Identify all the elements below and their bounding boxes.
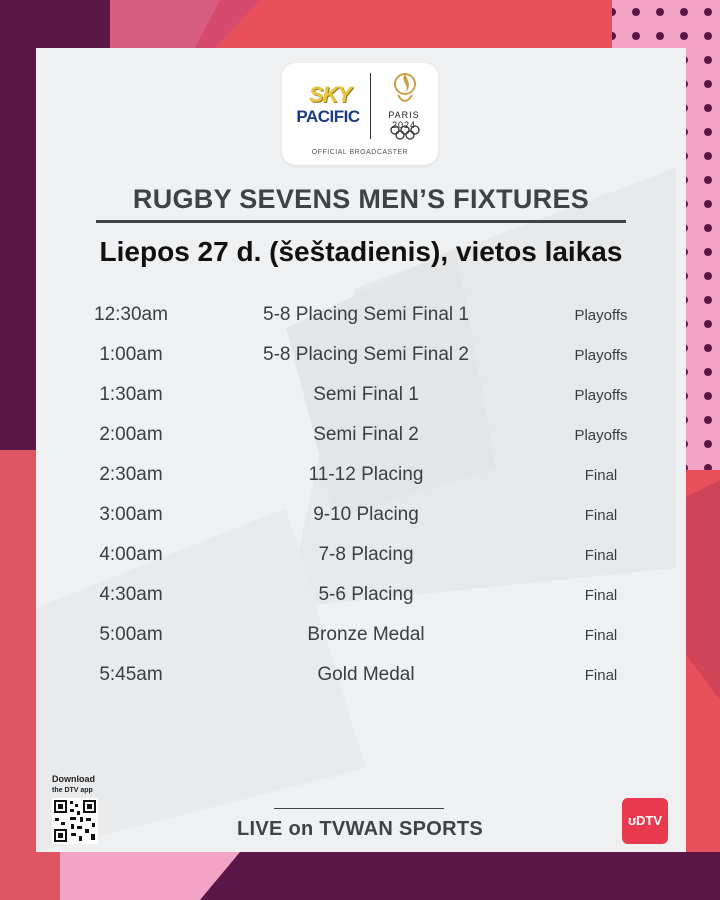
download-app-name: the DTV app — [52, 787, 93, 794]
fixture-event: Bronze Medal — [307, 624, 425, 645]
olympic-rings-icon — [389, 125, 421, 141]
fixture-event: Semi Final 2 — [313, 424, 419, 445]
fixture-event: 5-6 Placing — [318, 584, 414, 605]
fixture-event: 7-8 Placing — [318, 544, 414, 565]
fixture-row — [36, 501, 686, 531]
fixture-row — [36, 461, 686, 491]
fixture-stage: Playoffs — [574, 387, 628, 404]
live-divider — [274, 808, 444, 809]
logo-divider — [370, 73, 371, 139]
fixture-row — [36, 301, 686, 331]
qr-code-icon[interactable] — [52, 798, 98, 844]
fixture-time: 1:30am — [99, 384, 163, 405]
page-title: RUGBY SEVENS MEN’S FIXTURES — [132, 184, 590, 214]
fixture-event: 5-8 Placing Semi Final 1 — [263, 304, 469, 325]
fixture-row — [36, 541, 686, 571]
fixture-event: 11-12 Placing — [308, 464, 424, 485]
dtv-logo-badge[interactable]: ʊDTV — [622, 798, 668, 844]
olympic-flame-icon — [392, 71, 418, 107]
date-line: Liepos 27 d. (šeštadienis), vietos laikas — [99, 236, 623, 267]
fixture-row — [36, 621, 686, 651]
fixture-stage: Final — [584, 507, 618, 524]
fixture-time: 5:00am — [99, 624, 163, 645]
fixture-stage: Final — [584, 467, 618, 484]
fixture-row — [36, 581, 686, 611]
fixture-stage: Final — [584, 547, 618, 564]
download-app-label — [52, 774, 108, 796]
fixture-time: 1:00am — [99, 344, 163, 365]
sky-pacific-paris-logo — [282, 63, 438, 165]
live-on-tvwan-text: LIVE on TVWAN SPORTS — [236, 818, 483, 840]
fixture-time: 2:00am — [99, 424, 163, 445]
fixture-event: Gold Medal — [317, 664, 415, 685]
fixture-stage: Final — [584, 587, 618, 604]
fixture-stage: Playoffs — [574, 427, 628, 444]
fixture-time: 12:30am — [94, 304, 168, 325]
fixture-time: 4:00am — [99, 544, 163, 565]
fixture-row — [36, 341, 686, 371]
fixture-row — [36, 661, 686, 691]
fixture-stage: Playoffs — [574, 347, 628, 364]
title-underline — [96, 220, 626, 223]
fixture-time: 2:30am — [99, 464, 163, 485]
fixture-time: 4:30am — [99, 584, 163, 605]
fixture-event: 5-8 Placing Semi Final 2 — [263, 344, 469, 365]
fixture-stage: Final — [584, 627, 618, 644]
fixture-stage: Final — [584, 667, 618, 684]
fixture-row — [36, 421, 686, 451]
paris-2024-text: PARIS 2024 — [388, 110, 420, 130]
pacific-logo-text: PACIFIC — [296, 107, 360, 126]
fixture-event: 9-10 Placing — [313, 504, 419, 525]
sky-logo-text: SKY — [308, 82, 352, 107]
fixture-time: 3:00am — [99, 504, 163, 525]
fixture-time: 5:45am — [99, 664, 163, 685]
fixture-row — [36, 381, 686, 411]
fixture-stage: Playoffs — [574, 307, 628, 324]
fixture-event: Semi Final 1 — [313, 384, 419, 405]
official-broadcaster-text: OFFICIAL BROADCASTER — [311, 149, 409, 156]
download-line: Download — [52, 774, 95, 784]
